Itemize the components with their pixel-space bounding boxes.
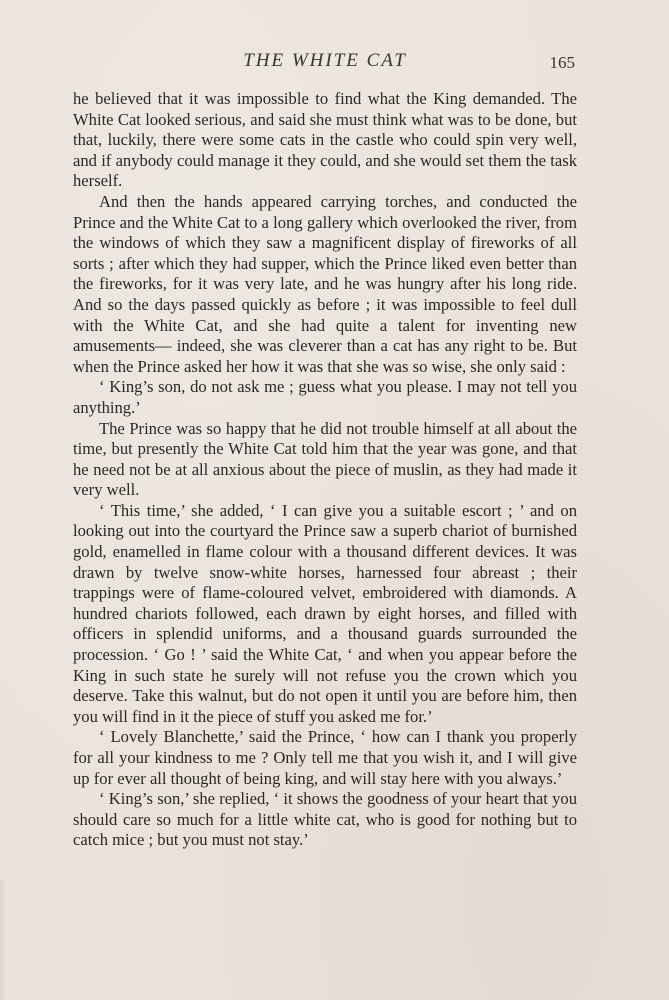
paragraph: ‘ King’s son, do not ask me ; guess what you please. I may not tell you anything.’ [73,377,577,417]
paragraph: And then the hands appeared carrying torches, and conducted the Prince and the White Cat to a long gallery which overlooked the river, from the windows of which they saw a magnificent display of fireworks of all sorts ; after which they had supper, which the Prince liked even better than the fireworks, for it was very late, and he was hungry after his long ride. And so the days passed quickly as before ; it was impossible to feel dull with the White Cat, and she had quite a talent for inventing new amusements— indeed, she was cleverer than a cat has any right to be. But when the Prince asked her how it was that she was so wise, she only said : [73,191,577,376]
page-number: 165 [549,53,575,72]
text-body [73,89,577,851]
paragraph: ‘ This time,’ she added, ‘ I can give you a suitable escort ; ’ and on looking out into the courtyard the Prince saw a superb chariot of burnished gold, enamelled in flame colour with a thousand different devices. It was drawn by twelve snow-white horses, harnessed four abreast ; their trappings were of flame-coloured velvet, embroidered with diamonds. A hundred chariots followed, each drawn by eight horses, and filled with officers in splendid uniforms, and a thousand guards surrounded the procession. ‘ Go ! ’ said the White Cat, ‘ and when you appear before the King in such state he surely will not refuse you the crown which you deserve. Take this walnut, but do not open it until you are before him, then you will find in it the piece of stuff you asked me for.’ [73,500,577,726]
running-title: THE WHITE CAT [243,50,407,71]
paragraph: ‘ Lovely Blanchette,’ said the Prince, ‘ how can I thank you properly for all your kindness to me ? Only tell me that you wish it, and I will give up for ever all thought of being king, and will stay here with you always.’ [73,727,577,788]
paragraph: ‘ King’s son,’ she replied, ‘ it shows the goodness of your heart that you should care so much for a little white cat, who is good for nothing but to catch mice ; but you must not stay.’ [73,789,577,850]
paragraph: The Prince was so happy that he did not trouble himself at all about the time, but presently the White Cat told him that the year was gone, and that he need not be at all anxious about the piece of muslin, as they had made it very well. [73,418,577,500]
page-edge-stain [0,880,6,1000]
paragraph: he believed that it was impossible to find what the King demanded. The White Cat looked serious, and said she must think what was to be done, but that, luckily, there were some cats in the castle who could spin very well, and if anybody could manage it they could, and she would set them the task herself. [73,89,577,191]
running-head [73,50,577,76]
